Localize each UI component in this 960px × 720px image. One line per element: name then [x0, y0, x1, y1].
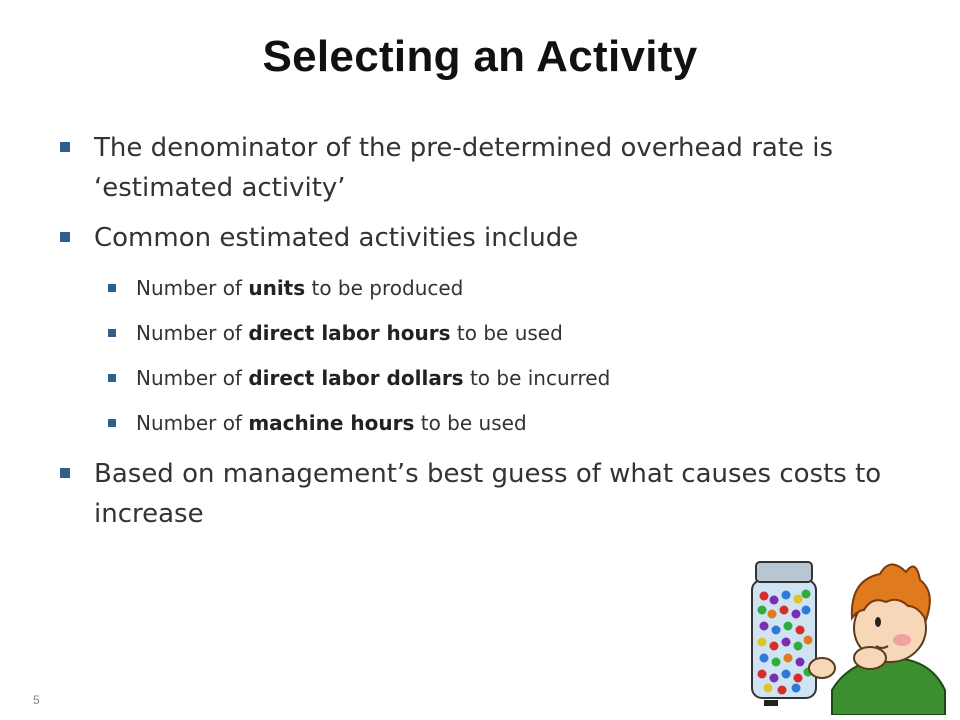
- sub-bullet-text-pre: Number of: [136, 411, 249, 435]
- sub-bullet-item: [58, 356, 918, 401]
- sub-bullet-list: [58, 266, 918, 446]
- boy-guessing-jellybean-jar-icon: [740, 540, 950, 715]
- square-bullet-icon: [108, 284, 116, 292]
- sub-bullet-text-bold: direct labor dollars: [248, 366, 464, 390]
- sub-bullet-text-post: to be used: [450, 321, 563, 345]
- square-bullet-icon: [108, 374, 116, 382]
- bullet-item: [58, 454, 918, 534]
- sub-bullet-text-post: to be produced: [305, 276, 464, 300]
- square-bullet-icon: [108, 329, 116, 337]
- sub-bullet-item: [58, 311, 918, 356]
- bullet-list: [58, 128, 918, 544]
- bullet-item: [58, 218, 918, 258]
- bullet-text: Common estimated activities include: [94, 223, 579, 253]
- sub-bullet-text-bold: units: [248, 276, 306, 300]
- sub-bullet-text-bold: direct labor hours: [248, 321, 451, 345]
- sub-bullet-text-post: to be incurred: [463, 366, 611, 390]
- sub-bullet-text-bold: machine hours: [248, 411, 415, 435]
- page-number: 5: [33, 693, 40, 707]
- sub-bullet-item: [58, 401, 918, 446]
- bullet-text: The denominator of the pre-determined overhead rate is ‘estimated activity’: [94, 133, 834, 203]
- square-bullet-icon: [108, 419, 116, 427]
- slide-title: Selecting an Activity: [262, 32, 698, 81]
- sub-bullet-text-pre: Number of: [136, 321, 249, 345]
- square-bullet-icon: [60, 142, 70, 152]
- sub-bullet-text-pre: Number of: [136, 276, 249, 300]
- square-bullet-icon: [60, 232, 70, 242]
- sub-bullet-item: [58, 266, 918, 311]
- sub-bullet-text-pre: Number of: [136, 366, 249, 390]
- bullet-item: [58, 128, 918, 208]
- sub-bullet-text-post: to be used: [414, 411, 527, 435]
- square-bullet-icon: [60, 468, 70, 478]
- bullet-text: Based on management’s best guess of what causes costs to increase: [94, 459, 882, 529]
